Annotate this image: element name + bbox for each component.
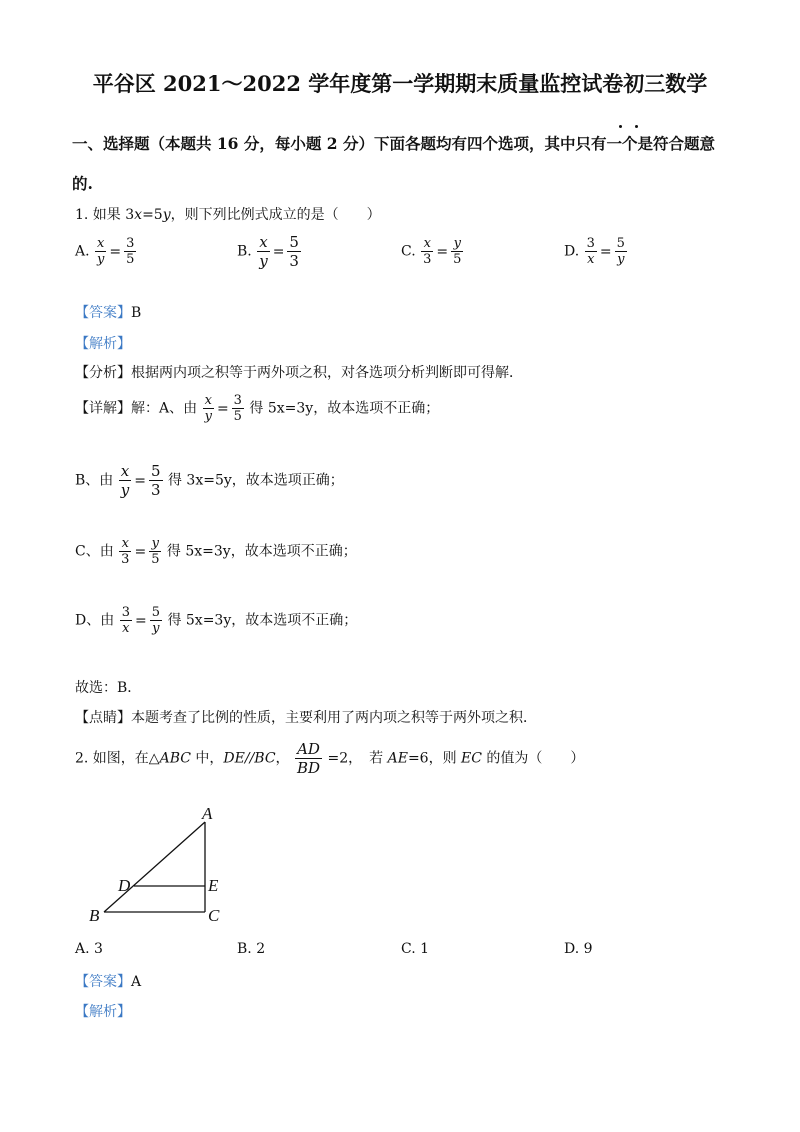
equals-sign: =	[216, 400, 229, 417]
fraction	[119, 536, 131, 567]
section-heading-line1: 一、选择题（本题共 16 分，每小题 2 分）下面各题均有四个选项，其中只有一个是符合题意	[72, 134, 715, 153]
frac-den: y	[204, 409, 212, 424]
q1-option-b[interactable]	[237, 233, 302, 270]
frac-den: x	[585, 251, 597, 267]
q1-detail-c	[75, 536, 357, 567]
frac-den: 3	[423, 252, 432, 267]
q2-stem-var: EC	[461, 750, 482, 767]
frac-num: 3	[586, 236, 595, 251]
equals-sign: =	[134, 543, 147, 560]
option-value: 9	[583, 941, 593, 957]
q2-analysis-tag: 【解析】	[75, 1004, 131, 1020]
detail-text: D、由	[75, 612, 115, 629]
q2-stem-text: =6，则	[407, 750, 462, 767]
fraction	[119, 462, 131, 499]
fraction	[150, 605, 162, 636]
answer-tag: 【答案】	[75, 974, 131, 990]
q1-dianjing	[75, 707, 537, 727]
frac-num: x	[204, 393, 212, 408]
option-value: 3	[94, 941, 103, 957]
fraction	[149, 536, 161, 567]
q1-fenxi	[75, 362, 523, 382]
fraction	[95, 236, 106, 267]
equals-sign: =	[272, 243, 285, 260]
q1-option-c[interactable]	[401, 236, 464, 267]
option-label: D.	[564, 941, 580, 957]
detail-text: 得 5x=3y，故本选项不正确；	[249, 400, 440, 417]
fraction	[585, 236, 597, 267]
q2-option-c[interactable]	[401, 941, 429, 957]
q2-stem-text: 的值为（ ）	[481, 750, 585, 767]
vertex-label-b: B	[89, 906, 100, 925]
frac-den: 3	[150, 481, 161, 499]
detail-tag: 【详解】	[75, 400, 131, 417]
frac-num: x	[121, 536, 129, 551]
answer-tag: 【答案】	[75, 305, 131, 321]
fraction	[451, 236, 463, 267]
frac-den: 3	[289, 252, 299, 270]
q2-answer	[75, 971, 141, 991]
frac-num: AD	[297, 740, 320, 758]
q1-stem-var: x	[134, 207, 143, 223]
q1-stem-var: y	[162, 207, 171, 223]
fraction	[615, 236, 627, 267]
frac-den: y	[259, 252, 268, 270]
frac-den: BD	[297, 759, 321, 777]
frac-den: 3	[121, 552, 130, 567]
option-label: A.	[75, 243, 90, 260]
frac-den: x	[120, 620, 132, 636]
fraction	[120, 605, 132, 636]
q1-answer	[75, 302, 141, 322]
frac-num: 3	[126, 236, 135, 251]
option-label: B.	[237, 243, 252, 260]
q1-analysis-tag: 【解析】	[75, 336, 131, 352]
answer-value: A	[131, 974, 142, 990]
q1-option-a[interactable]	[75, 236, 137, 267]
frac-num: x	[120, 462, 130, 480]
section-heading-line2: 的.	[72, 174, 93, 193]
option-label: D.	[564, 243, 580, 260]
frac-den: y	[150, 620, 162, 636]
q1-option-d[interactable]	[564, 236, 628, 267]
dianjing-tag: 【点睛】	[75, 710, 131, 726]
detail-text: 得 5x=3y，故本选项不正确；	[166, 543, 357, 560]
vertex-label-e: E	[208, 876, 219, 895]
equals-sign: =	[134, 612, 147, 629]
fenxi-tag: 【分析】	[75, 365, 131, 381]
side-ab	[104, 822, 205, 912]
detail-text: B、由	[75, 472, 114, 489]
option-label: C.	[401, 243, 416, 260]
fraction	[124, 236, 136, 267]
frac-num: x	[423, 236, 431, 251]
q1-stem-text: =5	[142, 207, 163, 223]
emphasis-dot	[619, 125, 622, 128]
q2-option-a[interactable]	[75, 941, 103, 957]
fraction	[149, 462, 163, 499]
fraction	[421, 236, 433, 267]
q2-stem-var: DE//BC	[223, 750, 276, 767]
answer-value: B	[131, 305, 142, 321]
vertex-label-d: D	[118, 876, 131, 895]
q2-option-d[interactable]	[564, 941, 593, 957]
frac-den: y	[615, 251, 627, 267]
detail-text: 得 3x=5y，故本选项正确；	[167, 472, 344, 489]
option-label: A.	[75, 941, 90, 957]
equals-sign: =	[436, 243, 449, 260]
frac-num: 3	[121, 605, 130, 620]
frac-den: y	[97, 252, 105, 267]
frac-den: y	[120, 481, 130, 499]
vertex-label-c: C	[208, 906, 220, 925]
q2-stem-text: ，	[275, 750, 290, 767]
option-value: 1	[420, 941, 430, 957]
equals-sign: =	[599, 243, 612, 260]
option-label: B.	[237, 941, 252, 957]
fraction	[287, 233, 301, 270]
detail-text: C、由	[75, 543, 114, 560]
equals-sign: =	[109, 243, 122, 260]
frac-num: 5	[151, 605, 160, 620]
q1-choose: 故选：B．	[75, 680, 142, 696]
frac-num: x	[259, 233, 268, 251]
q2-stem-text: =2， 若	[323, 750, 388, 767]
q2-stem-var: ABC	[159, 750, 191, 767]
q1-detail-a	[75, 393, 439, 424]
q1-detail-d	[75, 605, 357, 636]
q2-stem	[75, 740, 584, 777]
fraction	[203, 393, 214, 424]
detail-text: 得 5x=3y，故本选项不正确；	[167, 612, 358, 629]
option-value: 2	[256, 941, 266, 957]
frac-num: y	[151, 536, 159, 551]
frac-num: x	[97, 236, 105, 251]
frac-num: 3	[233, 393, 242, 408]
frac-num: 5	[289, 233, 299, 251]
q2-option-b[interactable]	[237, 941, 265, 957]
q2-stem-text: 中，	[190, 750, 224, 767]
q1-stem-text: 1. 如果 3	[75, 207, 135, 223]
q1-stem-text: ，则下列比例式成立的是（ ）	[170, 207, 381, 223]
frac-den: 5	[126, 252, 135, 267]
frac-num: 5	[616, 236, 625, 251]
frac-num: 5	[150, 462, 161, 480]
emphasis-dot	[635, 125, 638, 128]
dianjing-text: 本题考查了比例的性质，主要利用了两内项之积等于两外项之积．	[131, 710, 537, 726]
fenxi-text: 根据两内项之积等于两外项之积，对各选项分析判断即可得解．	[131, 365, 523, 381]
fraction	[232, 393, 244, 424]
option-label: C.	[401, 941, 416, 957]
q1-detail-b	[75, 462, 344, 499]
q1-stem	[75, 204, 381, 224]
equals-sign: =	[134, 472, 146, 489]
vertex-label-a: A	[202, 804, 213, 823]
detail-text: 解：A、由	[131, 400, 198, 417]
frac-den: 5	[453, 252, 462, 267]
q2-stem-text: 2. 如图，在△	[75, 750, 160, 767]
frac-num: y	[453, 236, 461, 251]
frac-den: 5	[233, 409, 242, 424]
q2-stem-var: AE	[387, 750, 408, 767]
fraction	[257, 233, 269, 270]
page-title: 平谷区 2021～2022 学年度第一学期期末质量监控试卷初三数学	[92, 71, 708, 96]
fraction	[295, 740, 322, 777]
frac-den: 5	[151, 552, 160, 567]
